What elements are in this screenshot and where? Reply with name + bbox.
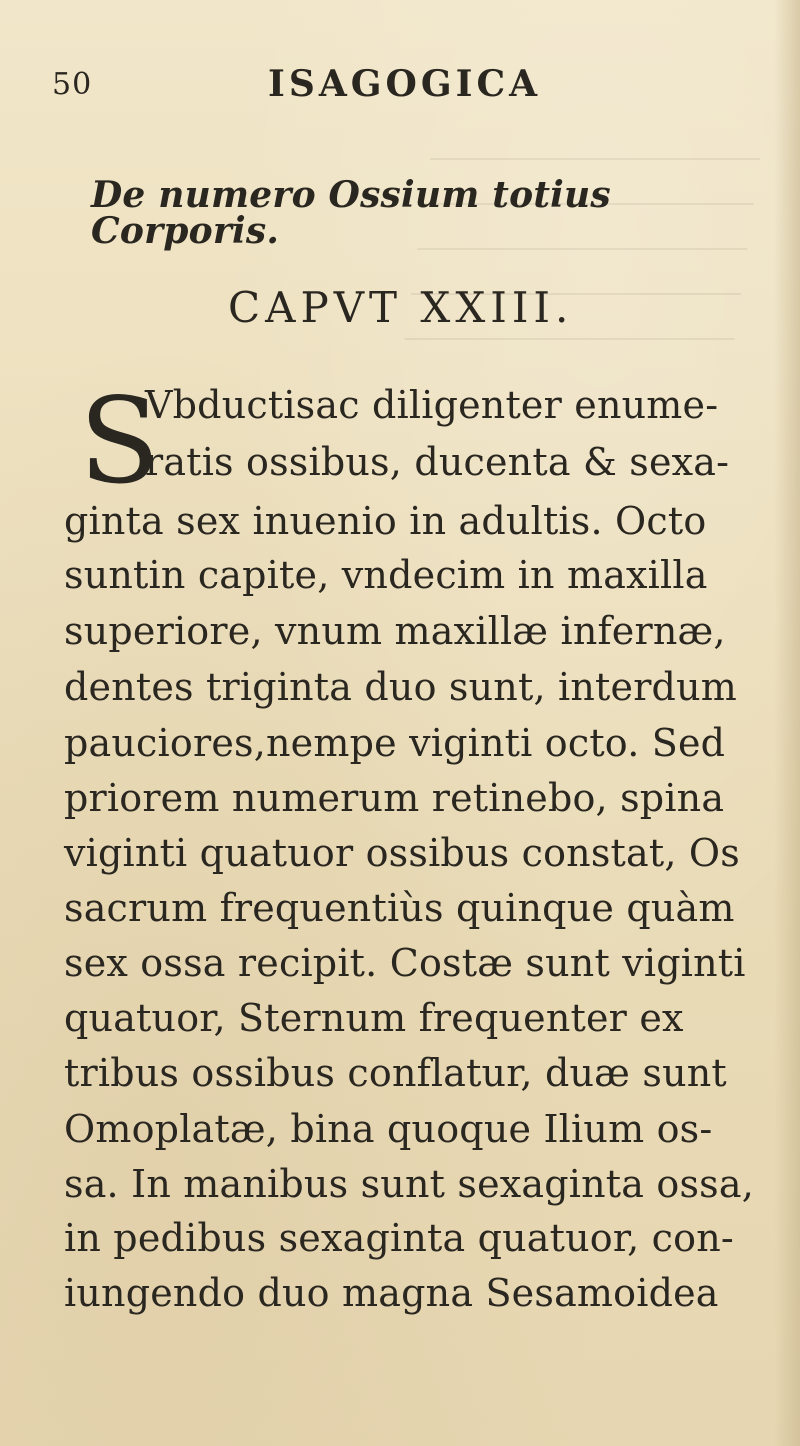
page-number: 50 bbox=[52, 67, 93, 102]
text-line: priorem numerum retinebo, spina bbox=[64, 776, 725, 820]
text-line: sa. In manibus sunt sexaginta ossa, bbox=[64, 1162, 755, 1206]
text-line: suntin capite, vndecim in maxilla bbox=[64, 553, 708, 597]
text-line: pauciores,nempe viginti octo. Sed bbox=[64, 721, 726, 765]
text-line: ginta sex inuenio in adultis. Octo bbox=[64, 499, 707, 543]
running-title: ISAGOGICA bbox=[268, 63, 542, 105]
text-line: sacrum frequentiùs quinque quàm bbox=[64, 886, 735, 930]
text-line: ratis ossibus, ducenta & sexa- bbox=[145, 440, 730, 484]
text-line: viginti quatuor ossibus constat, Os bbox=[64, 831, 740, 875]
chapter-title: CAPVT XXIII. bbox=[228, 283, 574, 332]
text-line: iungendo duo magna Sesamoidea bbox=[64, 1271, 719, 1315]
text-line: Omoplatæ, bina quoque Ilium os- bbox=[64, 1107, 713, 1151]
text-line: sex ossa recipit. Costæ sunt viginti bbox=[64, 941, 746, 985]
section-title: De numero Ossium totius Corporis. bbox=[91, 174, 611, 252]
text-line: in pedibus sexaginta quatuor, con- bbox=[64, 1216, 734, 1260]
drop-cap: S bbox=[79, 372, 160, 510]
text-line: dentes triginta duo sunt, interdum bbox=[64, 665, 737, 709]
text-line: superiore, vnum maxillæ infernæ, bbox=[64, 609, 726, 653]
text-line: tribus ossibus conflatur, duæ sunt bbox=[64, 1051, 727, 1095]
text-line: quatuor, Sternum frequenter ex bbox=[64, 996, 684, 1040]
text-line: Vbductisac diligenter enume- bbox=[145, 383, 719, 427]
